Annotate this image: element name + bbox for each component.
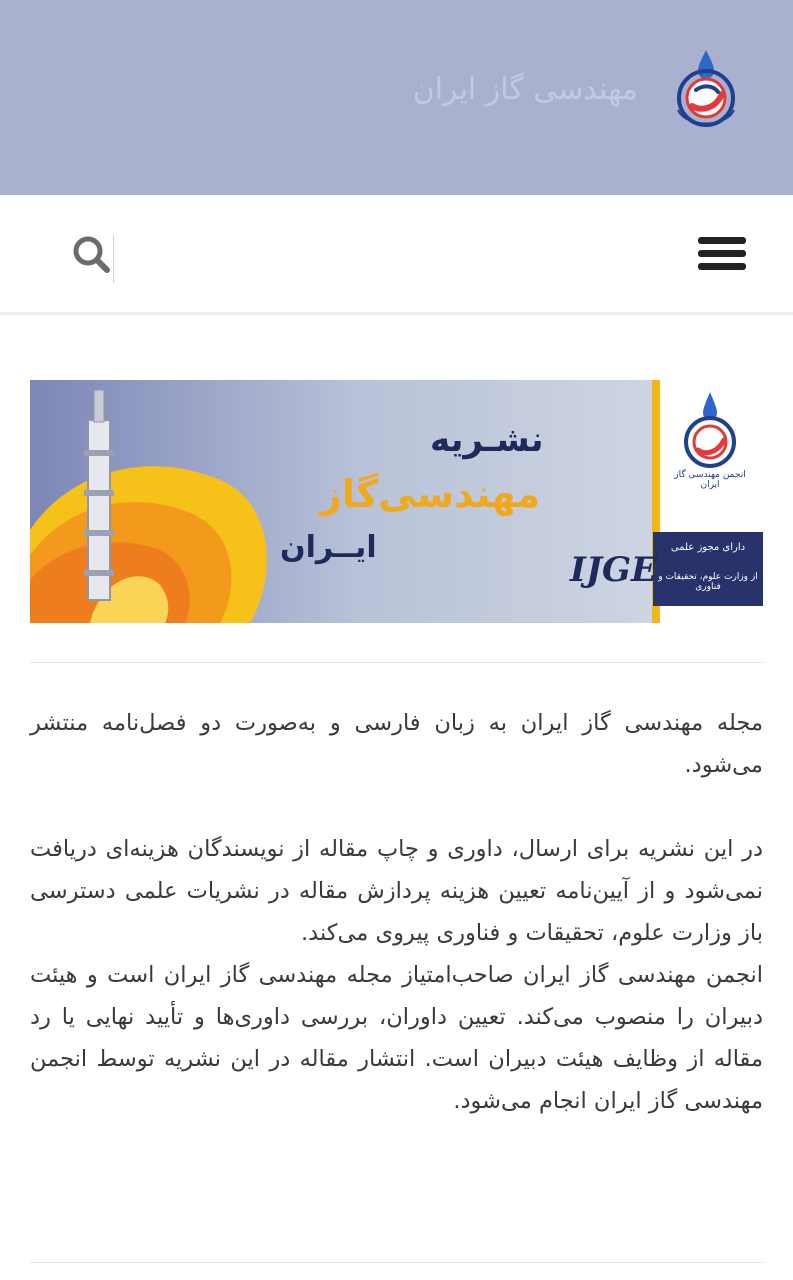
menu-bar-top <box>698 237 746 244</box>
banner-title-line3: ایــران <box>280 530 377 565</box>
paragraph-gap <box>30 786 763 828</box>
divider-top <box>30 662 763 663</box>
menu-bar-bottom <box>698 263 746 270</box>
search-icon[interactable] <box>70 233 114 277</box>
paragraph-fees: در این نشریه برای ارسال، داوری و چاپ مقاله از نویسندگان هزینه‌ای دریافت نمی‌شود و از آیین‌نامه تعیین هزینه پردازش مقاله در نشریات علمی دسترسی باز وزارت علوم، تحقیقات و فناوری پیروی می‌کند. <box>30 836 763 946</box>
journal-banner[interactable] <box>30 380 763 623</box>
nav-bar <box>0 195 793 315</box>
paragraph-publication: مجله مهندسی گاز ایران به زبان فارسی و به‌صورت دو فصل‌نامه منتشر می‌شود. <box>30 710 763 778</box>
banner-title-line1: نشـریه <box>430 420 544 460</box>
divider-bottom <box>30 1262 763 1263</box>
hamburger-menu-icon[interactable] <box>698 237 746 277</box>
menu-bar-middle <box>698 250 746 257</box>
site-title[interactable]: مهندسی گاز ایران <box>412 72 638 107</box>
site-header <box>0 0 793 195</box>
banner-license-line1: دارای مجوز علمی <box>670 542 746 553</box>
search-icon-svg <box>70 233 114 277</box>
banner-license-line2: از وزارت علوم، تحقیقات و فناوری <box>658 572 758 592</box>
paragraph-ownership: انجمن مهندسی گاز ایران صاحب‌امتیاز مجله مهندسی گاز ایران است و هیئت دبیران را منصوب می‌کند. تعیین داوران، بررسی داوری‌ها و تأیید نهایی یا رد مقاله از وظایف هیئت دبیران است. انتشار مقاله در این نشریه توسط انجمن مهندسی گاز ایران انجام می‌شود. <box>30 962 763 1114</box>
journal-description <box>30 702 763 1122</box>
site-logo[interactable] <box>668 48 744 140</box>
banner-title-line2: مهندسی‌گاز <box>320 472 541 516</box>
banner-abbr: IJGE <box>570 550 657 590</box>
site-logo-icon <box>668 48 744 140</box>
banner-logo-caption: انجمن مهندسی گاز ایران <box>674 470 746 490</box>
